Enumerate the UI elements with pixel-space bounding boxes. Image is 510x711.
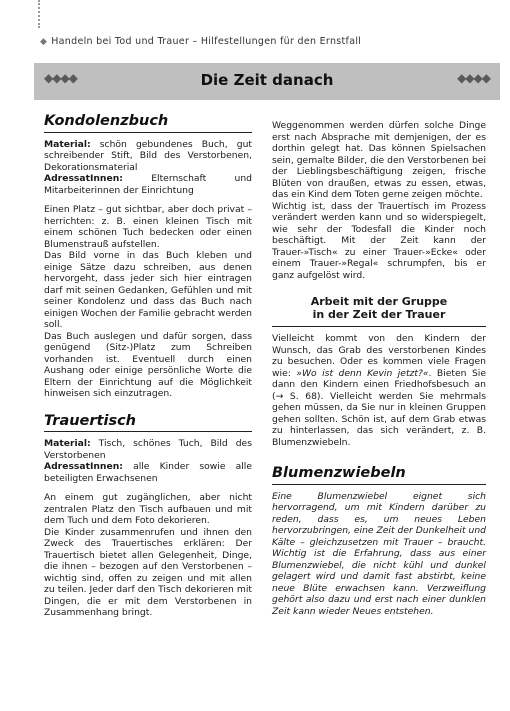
margin-dots	[38, 0, 40, 28]
section-banner	[34, 63, 500, 100]
heading-blumenzwiebeln: Blumenzwiebeln	[272, 465, 406, 481]
running-header-text: Handeln bei Tod und Trauer – Hilfestellungen für den Ernstfall	[51, 36, 362, 47]
material-line: Material: Tisch, schönes Tuch, Bild des Verstorbenen	[44, 438, 252, 461]
paragraph: Vielleicht kommt von den Kindern der Wunsch, das Grab des verstorbenen Kindes zu besuchen. Oder es kommen viele Fragen wie: »Wo ist denn Kevin jetzt?«. Bieten Sie dann den Kindern einen Friedhofsbesuch an (→ S. 68). Vielleicht werden Sie mehrmals gehen müssen, da Sie nur in kleinen Gruppen gehen sollten. Schön ist, auf dem Grab etwas zu hinterlassen, das sich verändert, z. B. Blumenzwiebeln.	[272, 333, 486, 448]
running-header	[40, 36, 500, 47]
page-title: Die Zeit danach	[200, 71, 334, 89]
paragraph: Einen Platz – gut sichtbar, aber doch privat – herrichten: z. B. einen kleinen Tisch mit einem schönen Tuch bedecken oder einen Blumenstrauß aufstellen.	[44, 204, 252, 250]
heading-rule	[272, 326, 486, 327]
heading-kondolenzbuch: Kondolenzbuch	[44, 113, 169, 129]
paragraph: An einem gut zugänglichen, aber nicht zentralen Platz den Tisch aufbauen und mit dem Tuch und dem Foto dekorieren.	[44, 492, 252, 526]
heading-rule	[44, 431, 252, 432]
paragraph: Wichtig ist, dass der Trauertisch im Prozess verändert werden kann und so widerspiegelt, wie sehr der Todesfall die Kinder noch beschäftigt. Mit der Zeit kann der Trauer-»Tisch« zu einer Trauer-»Ecke« oder einem Trauer-»Regal« schrumpfen, bis er ganz aufgelöst wird.	[272, 200, 486, 281]
material-line: Material: schön gebundenes Buch, gut schreibender Stift, Bild des Verstorbenen, Dekorationsmaterial	[44, 138, 252, 173]
left-column	[44, 113, 252, 619]
paragraph: Weggenommen werden dürfen solche Dinge erst nach Absprache mit demjenigen, der es dorthin gelegt hat. Das können Spielsachen sein, gemalte Bilder, die den Verstorbenen bei der Lieblingsbeschäftigung zeigen, frische Blüten von draußen, etwas zu essen, etwas, das ein Kind dem Toten gerne zeigen möchte.	[272, 120, 486, 200]
heading-trauertisch: Trauertisch	[44, 412, 136, 429]
paragraph: Das Buch auslegen und dafür sorgen, dass genügend (Sitz-)Platz zum Schreiben vorhanden ist. Eventuell durch einen Aushang oder einige persönliche Worte die Eltern der Einrichtung auf die Möglichkeit hinweisen sich einzutragen.	[44, 330, 252, 399]
diamond-ornament-left-icon: ◆◆◆◆	[44, 71, 77, 85]
paragraph: Eine Blumenzwiebel eignet sich hervorragend, um mit Kindern darüber zu reden, dass es, um neues Leben hervorzubringen, eine Zeit der Dunkelheit und Kälte – gleichzusetzen mit Trauer – braucht. Wichtig ist die Erfahrung, dass aus einer Blumenzwiebel, die nicht kühl und dunkel gelagert wird und damit fast abstirbt, keine neue Blüte erwachsen kann. Verzweiflung gehört also dazu und erst nach einer dunklen Zeit kann wieder Neues entstehen.	[272, 490, 486, 617]
adressat-line: AdressatInnen: alle Kinder sowie alle beteiligten Erwachsenen	[44, 461, 252, 484]
paragraph: Das Bild vorne in das Buch kleben und einige Sätze dazu schreiben, aus denen hervorgeht, dass jeder sich hier eintragen darf mit seinen Gedanken, Gefühlen und mit seiner Kondolenz und dass das Buch nach einigen Wochen der Familie gebracht werden soll.	[44, 250, 252, 330]
paragraph: Die Kinder zusammenrufen und ihnen den Zweck des Trauertisches erklären: Der Trauertisch bietet allen Gelegenheit, Dinge, die ihnen – bezogen auf den Verstorbenen – wichtig sind, offen zu zeigen und mit allen zu teilen. Jeder darf den Tisch dekorieren mit Dingen, die er mit dem Verstorbenen in Zusammenhang bringt.	[44, 526, 252, 618]
diamond-icon: ◆	[40, 37, 48, 47]
heading-rule	[272, 484, 486, 485]
right-column	[272, 120, 486, 617]
diamond-ornament-right-icon: ◆◆◆◆	[457, 71, 490, 85]
adressat-line: AdressatInnen: Elternschaft und Mitarbeiterinnen der Einrichtung	[44, 173, 252, 196]
heading-gruppe: Arbeit mit der Gruppe in der Zeit der Trauer	[310, 295, 448, 321]
heading-rule	[44, 132, 252, 133]
